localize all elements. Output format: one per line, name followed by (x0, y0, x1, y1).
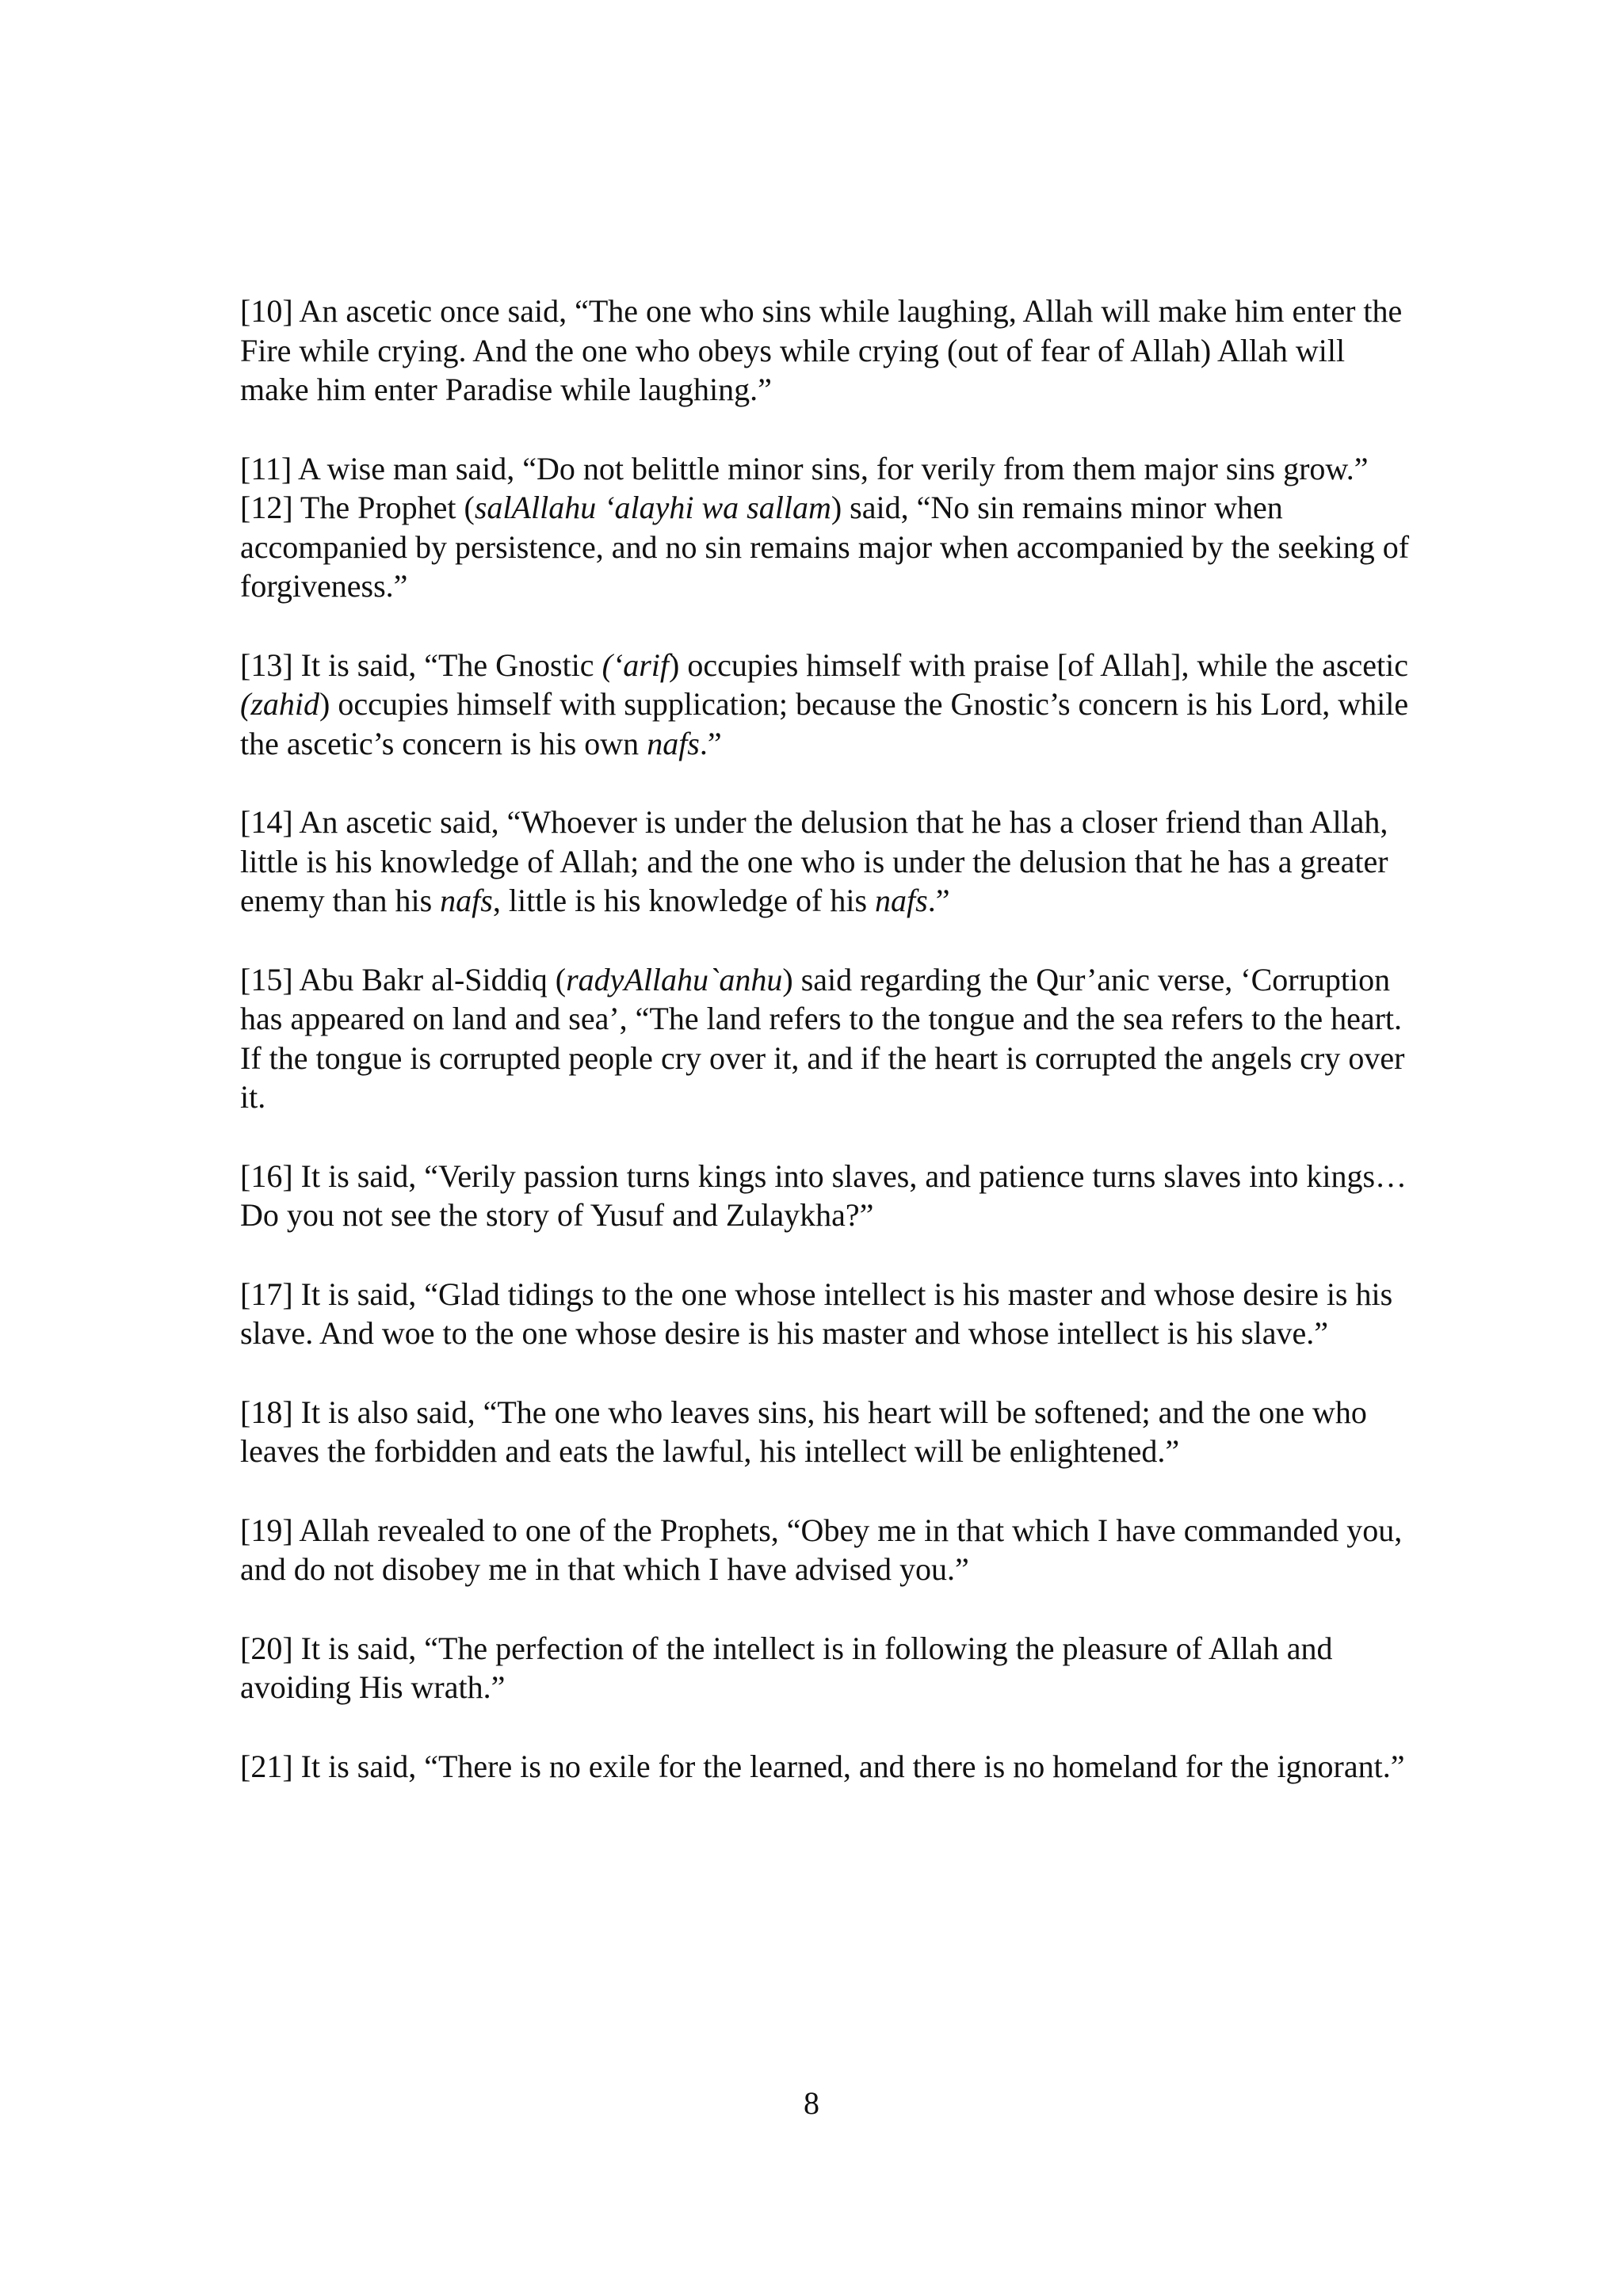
italic-term: nafs (875, 883, 928, 918)
paragraph-text: [10] An ascetic once said, “The one who sins while laughing, Allah will make him enter the Fire while crying. And the one who obeys while crying (out of fear of Allah) Allah will make him enter Paradise while laughing.” (240, 293, 1403, 407)
paragraph-text: .” (927, 883, 950, 918)
paragraph-text: [20] It is said, “The perfection of the intellect is in following the pleasure of Allah and avoiding His wrath.” (240, 1630, 1333, 1705)
paragraph-17 (240, 1275, 1413, 1353)
italic-term: (zahid (240, 686, 319, 722)
page-number: 8 (804, 2085, 819, 2121)
paragraph-19 (240, 1511, 1413, 1589)
paragraph-text: [12] The Prophet ( (240, 490, 475, 525)
paragraph-text: ) occupies himself with supplication; because the Gnostic’s concern is his Lord, while the ascetic’s concern is his own (240, 686, 1409, 761)
paragraph-text: [15] Abu Bakr al-Siddiq ( (240, 961, 567, 997)
paragraph-11 (240, 449, 1413, 489)
paragraph-text: [11] A wise man said, “Do not belittle minor sins, for verily from them major sins grow.” (240, 450, 1369, 486)
paragraph-text: [19] Allah revealed to one of the Prophets, “Obey me in that which I have commanded you, and do not disobey me in that which I have advised you.” (240, 1512, 1403, 1587)
paragraph-text: [21] It is said, “There is no exile for the learned, and there is no homeland for the ignorant.” (240, 1748, 1405, 1784)
paragraph-text: [13] It is said, “The Gnostic (240, 646, 602, 683)
paragraph-text: [14] An ascetic said, “Whoever is under the delusion that he has a closer friend than Allah, little is his knowledge of Allah; and the one who is under the delusion that he has a greater enemy than his (240, 804, 1388, 918)
paragraph-13 (240, 646, 1413, 764)
paragraph-20 (240, 1629, 1413, 1707)
paragraph-text: [16] It is said, “Verily passion turns kings into slaves, and patience turns slaves into kings… Do you not see the story of Yusuf and Zulaykha?” (240, 1158, 1407, 1233)
paragraph-text: .” (699, 725, 722, 761)
paragraph-text: ) said regarding the Qur’anic verse, ‘Corruption has appeared on land and sea’, “The land refers to the tongue and the sea refers to the heart. If the tongue is corrupted people cry over it, and if the heart is corrupted the angels cry over it. (240, 961, 1405, 1115)
italic-term: radyAllahu`anhu (566, 961, 783, 997)
paragraph-text: [17] It is said, “Glad tidings to the one whose intellect is his master and whose desire is his slave. And woe to the one whose desire is his master and whose intellect is his slave.” (240, 1276, 1393, 1351)
paragraph-text: ) said, “No sin remains minor when accompanied by persistence, and no sin remains major when accompanied by the seeking of forgiveness.” (240, 490, 1410, 604)
paragraph-18 (240, 1393, 1413, 1471)
paragraph-21 (240, 1747, 1413, 1787)
italic-term: (ʻarif (601, 646, 669, 683)
paragraph-text: , little is his knowledge of his (492, 883, 876, 918)
italic-term: nafs (440, 883, 493, 918)
italic-term: nafs (647, 725, 700, 761)
paragraph-12 (240, 488, 1413, 606)
body-text (240, 292, 1413, 1825)
paragraph-text: [18] It is also said, “The one who leaves sins, his heart will be softened; and the one who leaves the forbidden and eats the lawful, his intellect will be enlightened.” (240, 1394, 1367, 1469)
paragraph-14 (240, 803, 1413, 921)
paragraph-text: ) occupies himself with praise [of Allah], while the ascetic (669, 646, 1409, 683)
italic-term: salAllahu ʻalayhi wa sallam (474, 490, 831, 525)
paragraph-15 (240, 960, 1413, 1117)
paragraph-16 (240, 1157, 1413, 1235)
paragraph-10 (240, 292, 1413, 410)
